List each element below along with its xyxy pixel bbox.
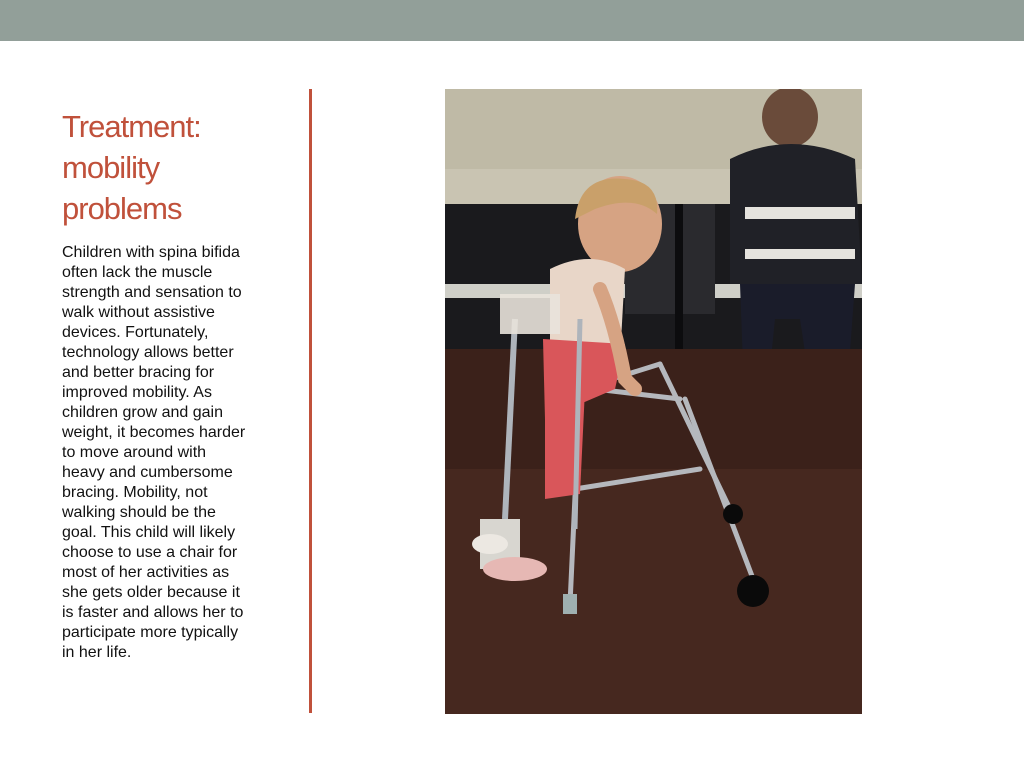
slide-title	[62, 106, 292, 229]
vertical-divider	[309, 89, 312, 713]
photo-child-with-walker	[445, 89, 862, 714]
title-line: problems	[62, 191, 182, 226]
title-line: mobility	[62, 150, 160, 185]
title-line: Treatment:	[62, 109, 201, 144]
body-text: Children with spina bifida often lack the muscle strength and sensation to walk without assistive devices. Fortunately, technology allows better and better bracing for improved mobility. As children grow and gain weight, it becomes harder to move around with heavy and cumbersome bracing. Mobility, not walking should be the goal. This child will likely choose to use a chair for most of her activities as she gets older because it is faster and allows her to participate more typically in her life.	[62, 244, 246, 661]
header-bar	[0, 0, 1024, 41]
